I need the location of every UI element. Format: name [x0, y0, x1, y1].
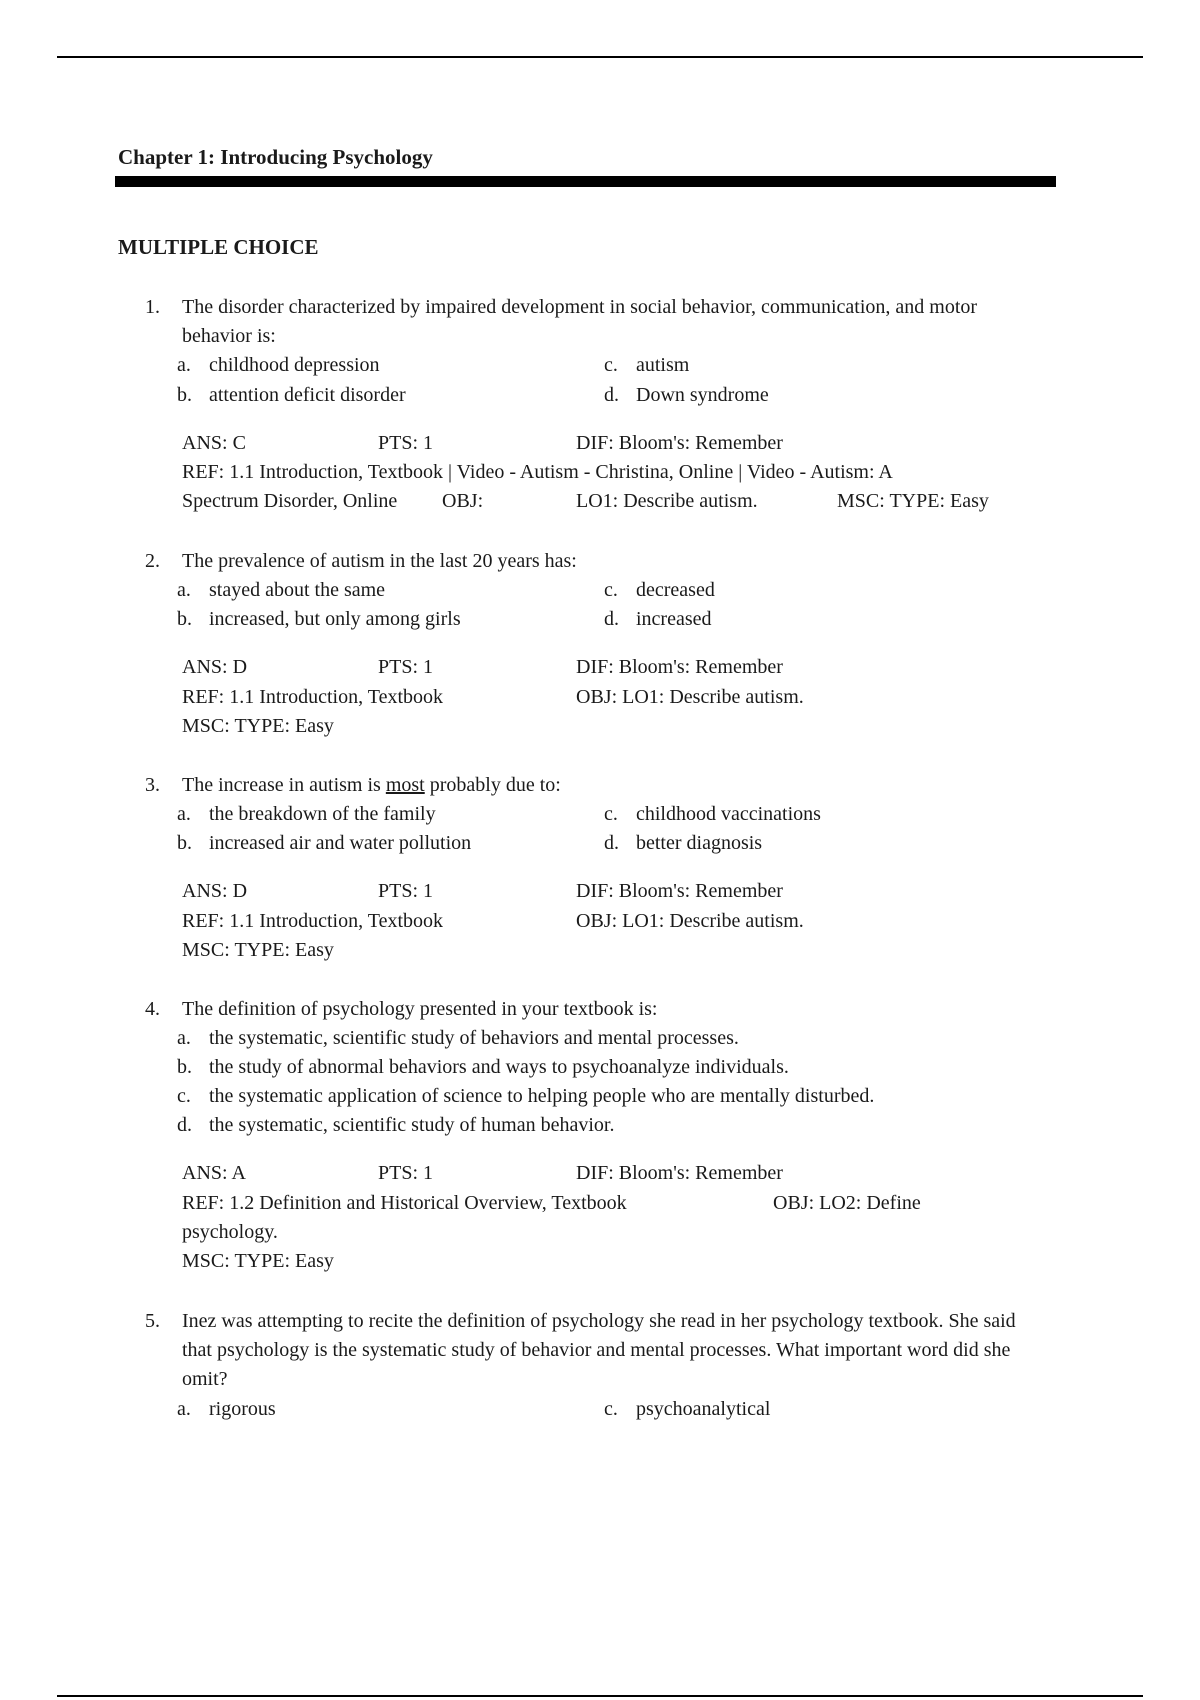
option-text: the systematic application of science to helping people who are mentally disturbed. [209, 1085, 875, 1107]
answer-key: ANS: D [182, 880, 248, 902]
chapter-title-bar [115, 176, 1056, 187]
option-text: the breakdown of the family [209, 803, 436, 825]
objective: OBJ: LO1: Describe autism. [576, 686, 804, 708]
option-letter: b. [177, 1056, 192, 1078]
question-stem: The definition of psychology presented in your textbook is: [182, 998, 658, 1020]
objective-label: OBJ: [442, 490, 484, 512]
option-c [604, 351, 689, 380]
question-stem: The prevalence of autism in the last 20 years has: [182, 550, 577, 572]
option-d [604, 381, 769, 410]
option-text: increased [636, 608, 712, 630]
reference: REF: 1.1 Introduction, Textbook | Video - Autism - Christina, Online | Video - Autism: A [182, 461, 893, 483]
option-letter: a. [177, 803, 191, 825]
option-c [604, 1395, 770, 1424]
option-letter: c. [604, 1398, 618, 1420]
option-text: attention deficit disorder [209, 384, 406, 406]
page-bottom-rule [57, 1695, 1143, 1697]
difficulty: DIF: Bloom's: Remember [576, 656, 783, 678]
question-stem [182, 771, 1042, 800]
difficulty: DIF: Bloom's: Remember [576, 1162, 783, 1184]
reference: REF: 1.2 Definition and Historical Overview, Textbook [182, 1192, 627, 1214]
question-number: 4. [145, 998, 160, 1020]
option-text: increased air and water pollution [209, 832, 472, 854]
option-letter: b. [177, 384, 192, 406]
chapter-title: Chapter 1: Introducing Psychology [118, 145, 433, 169]
option-b [177, 829, 471, 858]
question-number: 1. [145, 296, 160, 318]
reference: REF: 1.1 Introduction, Textbook [182, 910, 443, 932]
difficulty: DIF: Bloom's: Remember [576, 880, 783, 902]
objective: OBJ: LO2: Define [773, 1192, 921, 1214]
question-number: 2. [145, 550, 160, 572]
question-number: 3. [145, 774, 160, 796]
option-d [604, 605, 712, 634]
option-letter: c. [604, 579, 618, 601]
option-letter: a. [177, 354, 191, 376]
option-text: the systematic, scientific study of human behavior. [209, 1114, 615, 1136]
option-letter: d. [604, 384, 619, 406]
answer-key: ANS: A [182, 1162, 246, 1184]
stem-emphasis: most [385, 774, 425, 796]
option-letter: b. [177, 832, 192, 854]
option-text: childhood vaccinations [636, 803, 821, 825]
answer-key: ANS: C [182, 432, 246, 454]
option-text: autism [636, 354, 690, 376]
option-text: rigorous [209, 1398, 276, 1420]
option-a [177, 351, 380, 380]
stem-text: probably due to: [424, 774, 561, 796]
reference: REF: 1.1 Introduction, Textbook [182, 686, 443, 708]
option-a [177, 576, 385, 605]
misc-type: MSC: TYPE: Easy [182, 715, 334, 737]
option-a [177, 1024, 739, 1053]
question-number: 5. [145, 1310, 160, 1332]
misc-type: MSC: TYPE: Easy [182, 939, 334, 961]
option-d [604, 829, 762, 858]
option-letter: a. [177, 1398, 191, 1420]
question-stem: Inez was attempting to recite the definition of psychology she read in her psychology textbook. She said that psychology is the systematic study of behavior and mental processes. What important word did she omit? [182, 1310, 1016, 1390]
option-text: increased, but only among girls [209, 608, 461, 630]
option-text: childhood depression [209, 354, 380, 376]
option-text: the study of abnormal behaviors and ways to psychoanalyze individuals. [209, 1056, 789, 1078]
option-b [177, 605, 461, 634]
option-a [177, 1395, 276, 1424]
option-letter: a. [177, 579, 191, 601]
option-a [177, 800, 436, 829]
option-text: psychoanalytical [636, 1398, 771, 1420]
option-letter: c. [604, 803, 618, 825]
points: PTS: 1 [378, 880, 434, 902]
question-stem: The disorder characterized by impaired development in social behavior, communication, and motor behavior is: [182, 296, 978, 347]
stem-text: The increase in autism is [182, 774, 386, 796]
misc-type: MSC: TYPE: Easy [837, 490, 989, 512]
points: PTS: 1 [378, 1162, 434, 1184]
option-c [604, 800, 821, 829]
points: PTS: 1 [378, 432, 434, 454]
option-text: Down syndrome [636, 384, 769, 406]
option-text: better diagnosis [636, 832, 763, 854]
reference-continued: Spectrum Disorder, Online [182, 490, 398, 512]
answer-key: ANS: D [182, 656, 248, 678]
difficulty: DIF: Bloom's: Remember [576, 432, 783, 454]
option-c [604, 576, 715, 605]
objective-continued: psychology. [182, 1221, 278, 1243]
option-d [177, 1111, 614, 1140]
page-top-rule [57, 56, 1143, 58]
option-letter: d. [604, 832, 619, 854]
section-title: MULTIPLE CHOICE [118, 235, 319, 259]
points: PTS: 1 [378, 656, 434, 678]
option-b [177, 1053, 789, 1082]
option-c [177, 1082, 874, 1111]
option-text: the systematic, scientific study of behaviors and mental processes. [209, 1027, 739, 1049]
option-letter: d. [177, 1114, 192, 1136]
objective: LO1: Describe autism. [576, 490, 758, 512]
option-letter: c. [177, 1085, 191, 1107]
option-text: stayed about the same [209, 579, 386, 601]
option-letter: a. [177, 1027, 191, 1049]
misc-type: MSC: TYPE: Easy [182, 1250, 334, 1272]
option-letter: d. [604, 608, 619, 630]
objective: OBJ: LO1: Describe autism. [576, 910, 804, 932]
option-letter: c. [604, 354, 618, 376]
option-b [177, 381, 406, 410]
option-text: decreased [636, 579, 715, 601]
option-letter: b. [177, 608, 192, 630]
